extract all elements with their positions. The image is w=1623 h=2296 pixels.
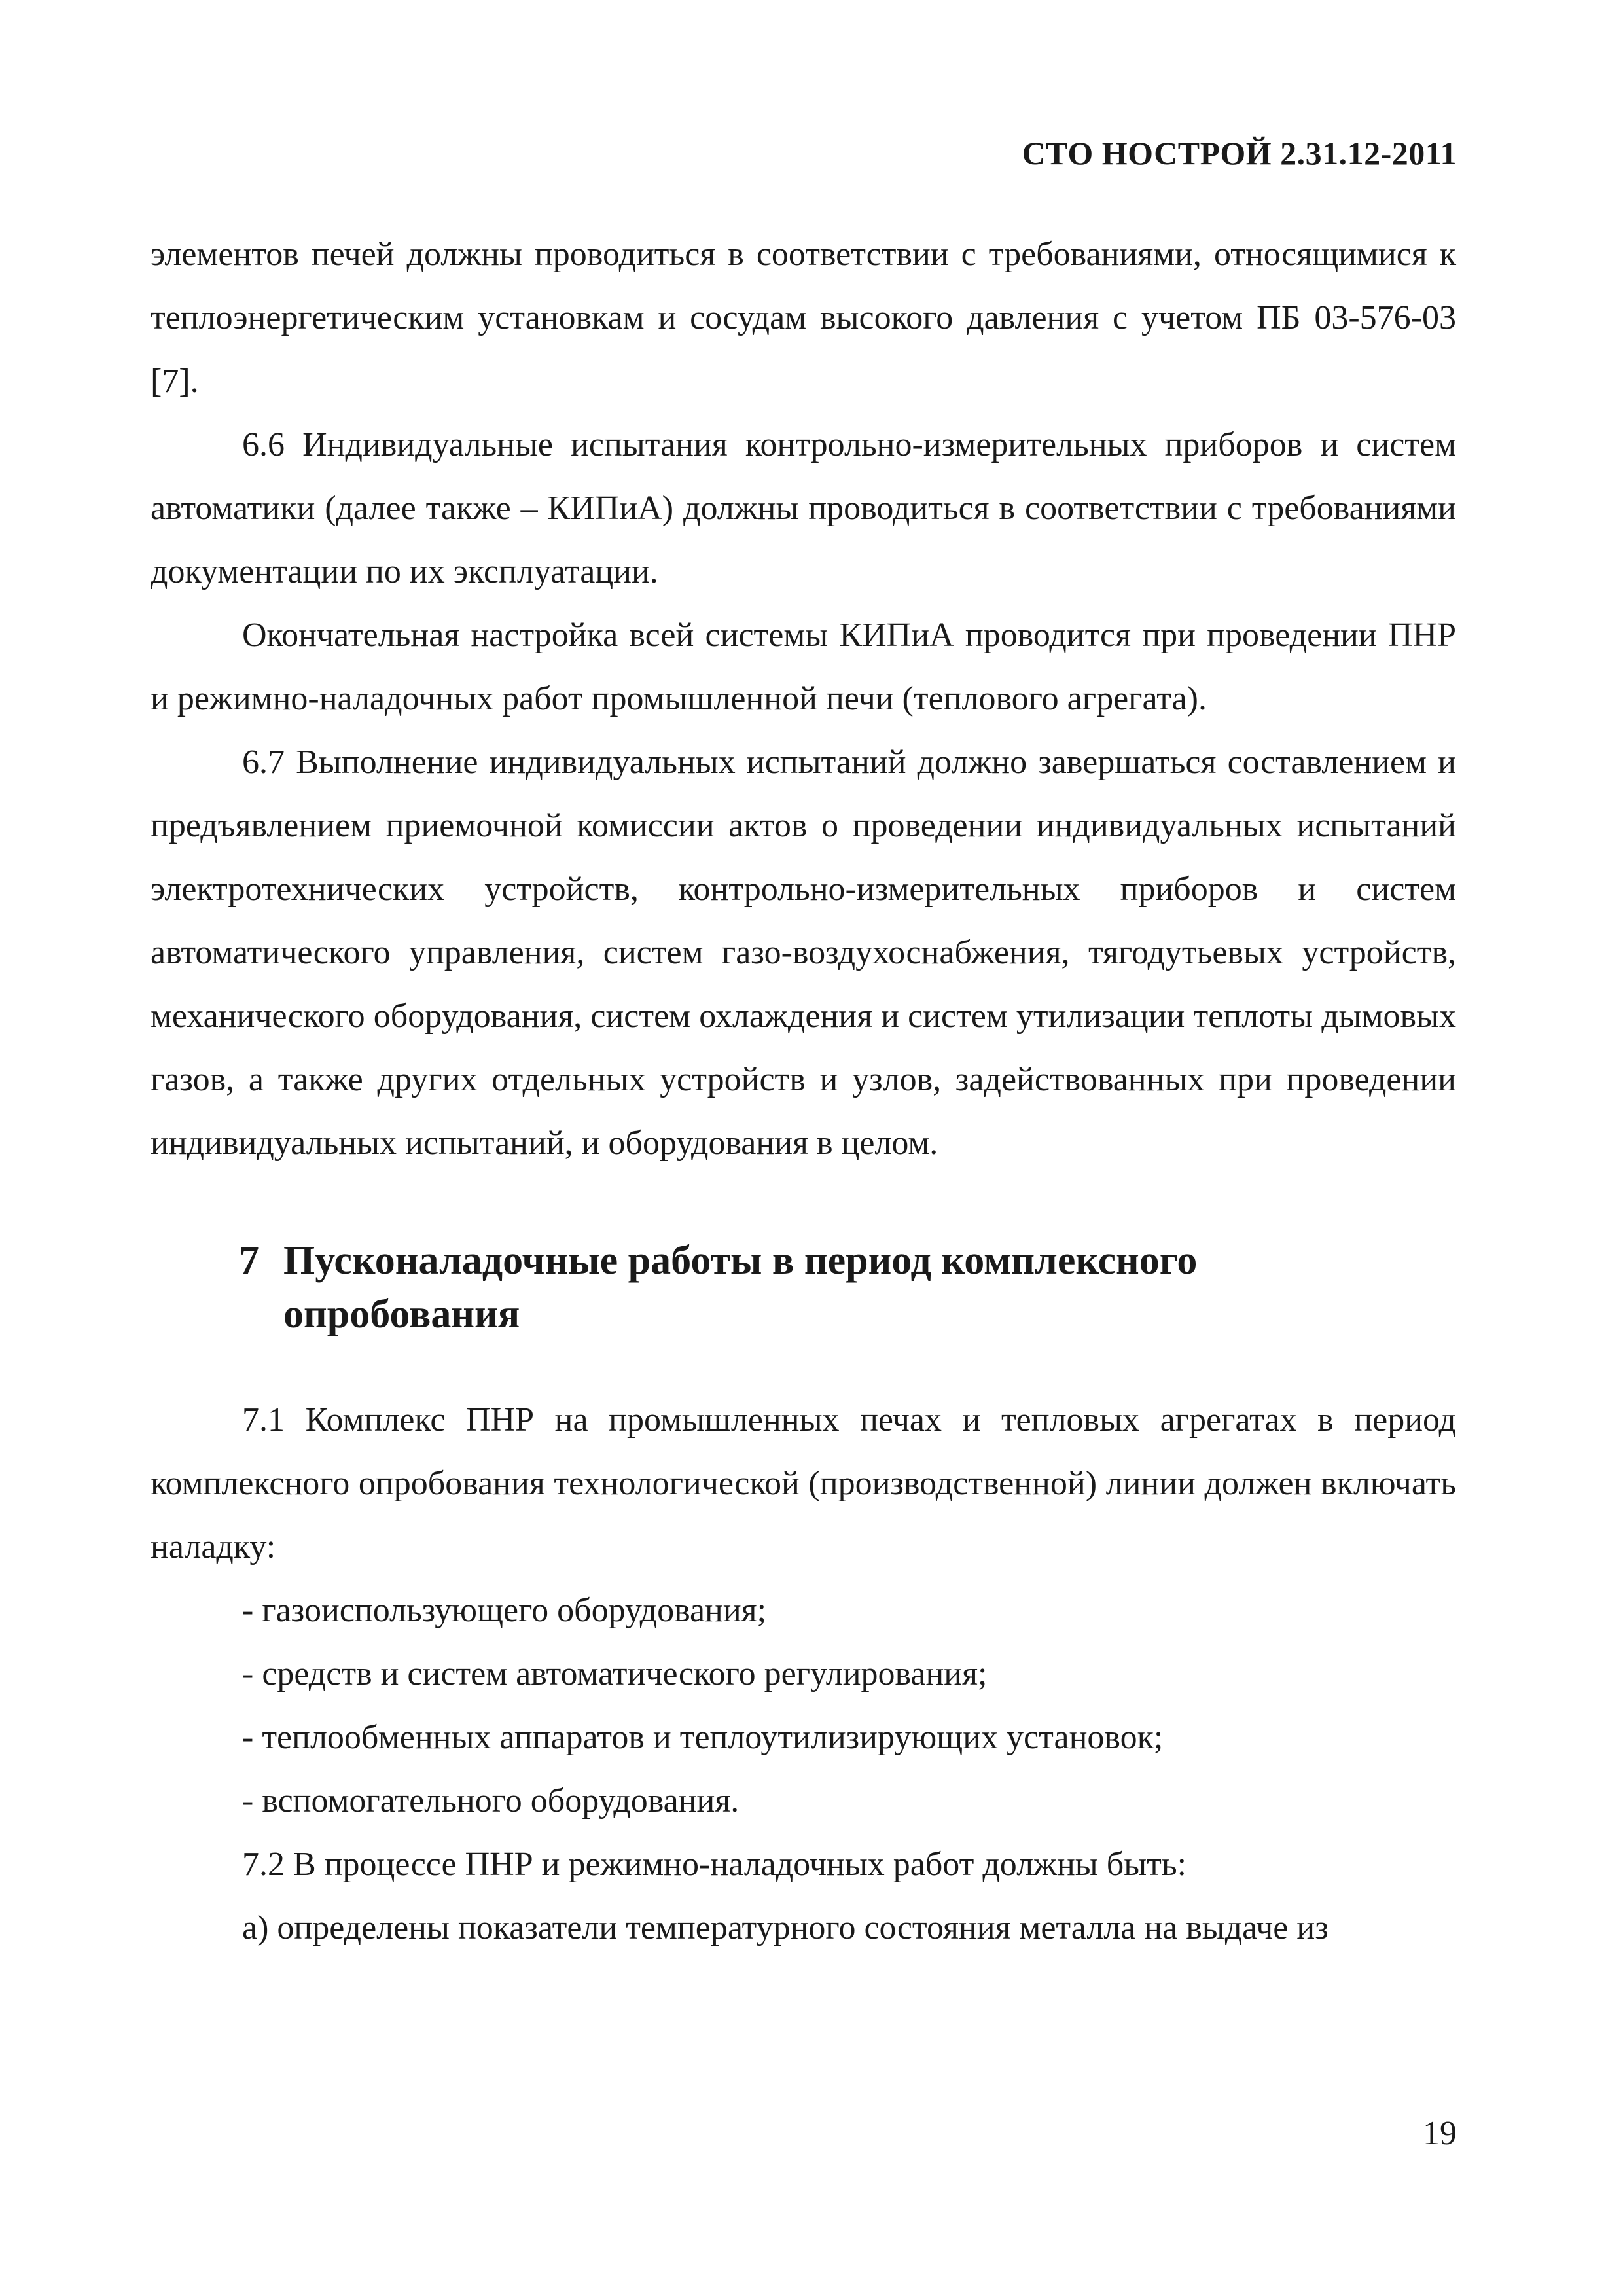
paragraph-6-6: 6.6 Индивидуальные испытания контрольно-измерительных приборов и систем автоматики (далее также – КИПиА) должны проводиться в соответствии с требованиями документации по их эксплуатации. (151, 426, 1456, 590)
list-item: - теплообменных аппаратов и теплоутилизирующих установок; (242, 1719, 1164, 1756)
list-item: - газоиспользующего оборудования; (242, 1592, 767, 1629)
paragraph-7-1: 7.1 Комплекс ПНР на промышленных печах и тепловых агрегатах в период комплексного опробования технологической (производственной) линии должен включать наладку: (151, 1401, 1456, 1566)
list-item: - вспомогательного оборудования. (242, 1782, 740, 1820)
paragraph-7-2: 7.2 В процессе ПНР и режимно-наладочных работ должны быть: (242, 1846, 1187, 1883)
page-number: 19 (1423, 2115, 1457, 2152)
paragraph-6-7: 6.7 Выполнение индивидуальных испытаний должно завершаться составлением и предъявлением приемочной комиссии актов о проведении индивидуальных испытаний электротехнических устройств, контрольно-измерительных приборов и систем автоматического управления, систем газо-воздухоснабжения, тягодутьевых устройств, механического оборудования, систем охлаждения и систем утилизации теплоты дымовых газов, а также других отдельных устройств и узлов, задействованных при проведении индивидуальных испытаний, и оборудования в целом. (151, 744, 1456, 1162)
paragraph-kipia-setup: Окончательная настройка всей системы КИПиА проводится при проведении ПНР и режимно-наладочных работ промышленной печи (теплового агрегата). (151, 617, 1456, 717)
standard-code-header: СТО НОСТРОЙ 2.31.12-2011 (1022, 135, 1457, 171)
section-title: Пусконаладочные работы в период комплексного опробования (283, 1238, 1198, 1336)
section-heading (151, 1234, 1456, 1341)
body-text (151, 223, 1456, 1960)
paragraph-continuation: элементов печей должны проводиться в соответствии с требованиями, относящимися к теплоэнергетическим установкам и сосудам высокого давления с учетом ПБ 03-576-03 [7]. (151, 236, 1456, 400)
list-item: - средств и систем автоматического регулирования; (242, 1655, 988, 1693)
section-number: 7 (239, 1238, 259, 1283)
paragraph-7-2-a: а) определены показатели температурного состояния металла на выдаче из (242, 1909, 1329, 1946)
